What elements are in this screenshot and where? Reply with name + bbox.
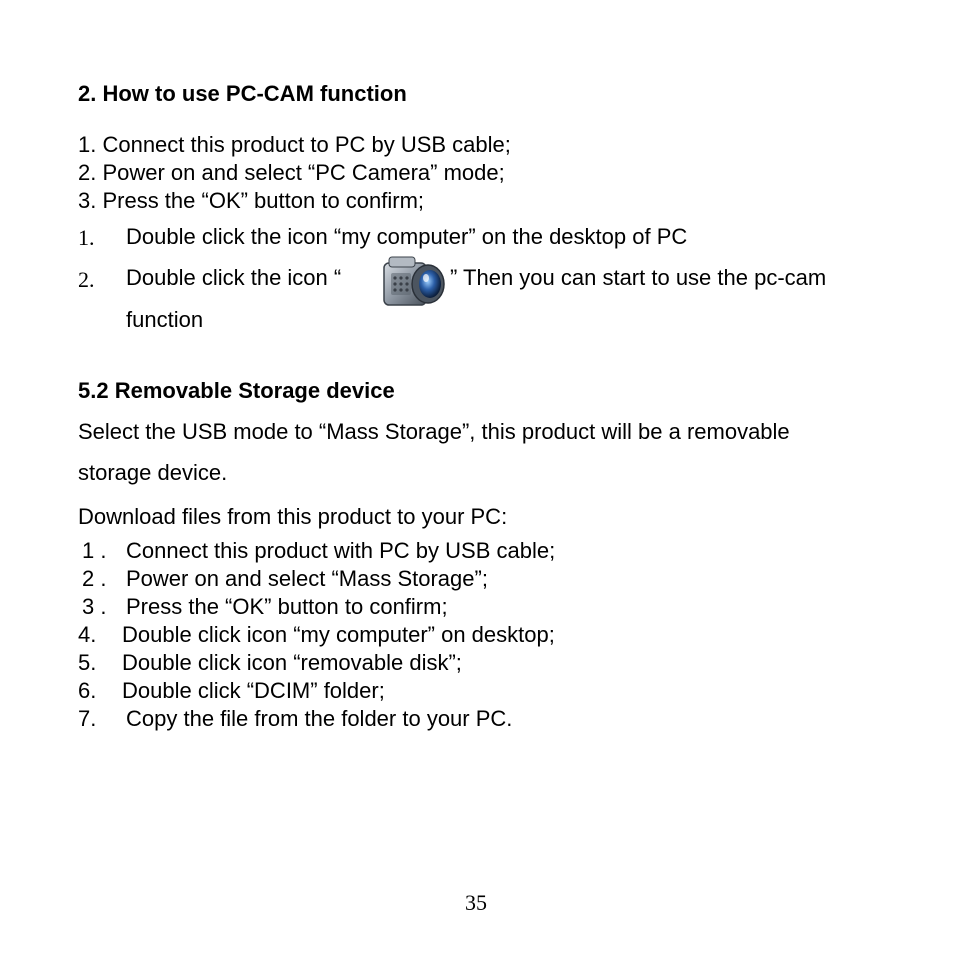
step-number: 5. [78, 650, 97, 675]
step-text: Connect this product with PC by USB cable; [126, 538, 556, 563]
step-text: Copy the file from the folder to your PC. [126, 706, 513, 731]
step-text: Double click “DCIM” folder; [122, 678, 385, 703]
instruction-line: 2. Power on and select “PC Camera” mode; [78, 160, 505, 185]
step-number: 1. [78, 225, 95, 250]
paragraph-line: storage device. [78, 460, 228, 485]
paragraph-line: Download files from this product to your PC: [78, 504, 508, 529]
step-text: Double click icon “removable disk”; [122, 650, 462, 675]
step-text-after-icon: ” Then you can start to use the pc-cam [450, 265, 827, 290]
step-text: Double click the icon “my computer” on the desktop of PC [126, 224, 688, 249]
section-heading-pc-cam: 2. How to use PC-CAM function [78, 81, 407, 106]
section-heading-removable-storage: 5.2 Removable Storage device [78, 378, 395, 403]
step-number: 2. [78, 267, 95, 292]
step-text: Power on and select “Mass Storage”; [126, 566, 488, 591]
paragraph-line: Select the USB mode to “Mass Storage”, this product will be a removable [78, 419, 790, 444]
step-number: 7. [78, 706, 97, 731]
step-number: 3 . [82, 594, 107, 619]
instruction-line: 3. Press the “OK” button to confirm; [78, 188, 425, 213]
step-number: 4. [78, 622, 97, 647]
step-number: 2 . [82, 566, 107, 591]
page-number: 35 [465, 890, 487, 915]
instruction-line: 1. Connect this product to PC by USB cable; [78, 132, 511, 157]
camcorder-icon [376, 253, 448, 313]
step-text: Double click icon “my computer” on desktop; [122, 622, 555, 647]
step-text-continuation: function [126, 307, 204, 332]
step-number: 6. [78, 678, 97, 703]
step-number: 1 . [82, 538, 107, 563]
step-text: Press the “OK” button to confirm; [126, 594, 448, 619]
step-text-before-icon: Double click the icon “ [126, 265, 342, 290]
